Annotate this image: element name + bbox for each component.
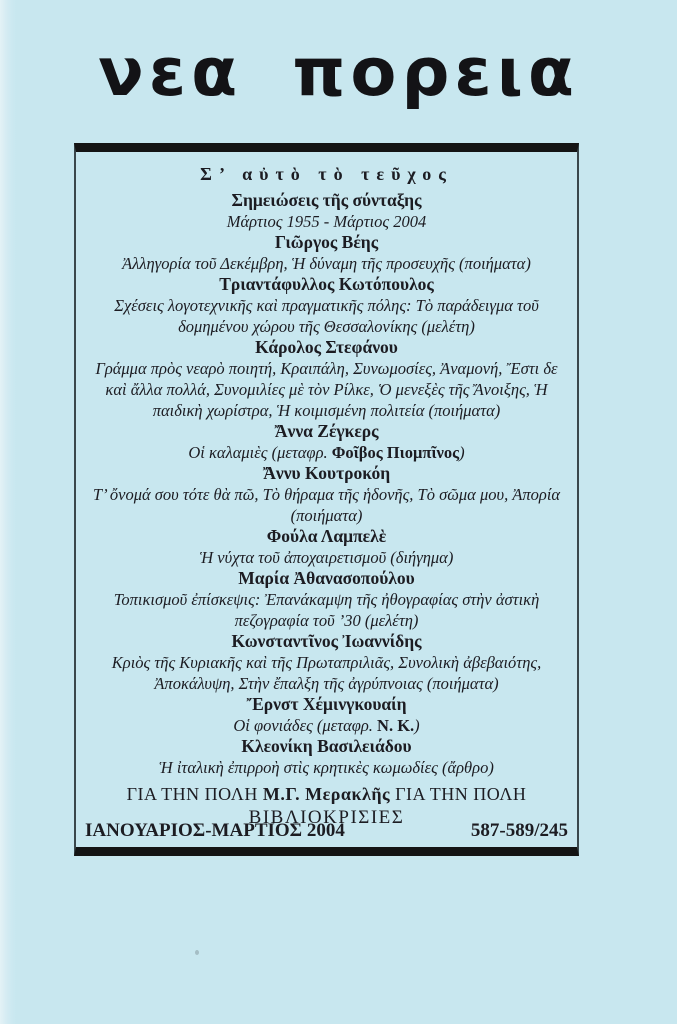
text-run: Τ’ ὄνομά σου τότε θὰ πῶ, Τὸ θήραμα τῆς ἡδονῆς, Τὸ σῶμα μου, Ἀπορία (ποιήματα) bbox=[92, 485, 561, 525]
entry-works bbox=[83, 211, 570, 232]
entry-author: Τριαντάφυλλος Κωτόπουλος bbox=[219, 274, 434, 294]
entry-author: Κωνσταντῖνος Ἰωαννίδης bbox=[231, 631, 422, 651]
entry-author: Κάρολος Στεφάνου bbox=[255, 337, 398, 357]
text-run: ) bbox=[459, 443, 465, 462]
entry-works bbox=[83, 652, 570, 694]
city-feature-line bbox=[83, 783, 570, 805]
entry-works bbox=[83, 358, 570, 421]
entry-works bbox=[83, 715, 570, 736]
entry-author: Ἄννα Ζέγκερς bbox=[274, 421, 379, 441]
text-run: Οἱ φονιάδες (μεταφρ. bbox=[233, 716, 378, 735]
entry-author: Γιῶργος Βέης bbox=[274, 232, 379, 252]
entry-works bbox=[83, 484, 570, 526]
entry-author: Ἔρνστ Χέμινγκουαίη bbox=[246, 694, 407, 714]
toc-entries bbox=[83, 190, 570, 778]
text-run: Σχέσεις λογοτεχνικῆς καὶ πραγματικῆς πόλης: Τὸ παράδειγμα τοῦ δομημένου χώρου τῆς Θεσσαλονίκης (μελέτη) bbox=[114, 296, 539, 336]
text-run: Μάρτιος 1955 - Μάρτιος 2004 bbox=[226, 212, 427, 231]
text-run: Ἀλληγορία τοῦ Δεκέμβρη, Ἡ δύναμη τῆς προσευχῆς (ποιήματα) bbox=[122, 254, 531, 273]
entry-author: Σημειώσεις τῆς σύνταξης bbox=[231, 190, 422, 210]
entry-author: Κλεονίκη Βασιλειάδου bbox=[241, 736, 412, 756]
entry-works bbox=[83, 253, 570, 274]
magazine-title: νεα πορεια bbox=[98, 33, 579, 111]
text-run: Ἡ ἰταλικὴ ἐπιρροὴ στὶς κρητικὲς κωμωδίες (ἄρθρο) bbox=[159, 758, 494, 777]
text-run: Τοπικισμοῦ ἐπίσκεψις: Ἐπανάκαμψη τῆς ἠθογραφίας στὴν ἀστικὴ πεζογραφία τοῦ ’30 (μελέτη) bbox=[113, 590, 540, 630]
text-run: ) bbox=[414, 716, 420, 735]
bold-run: Μ.Γ. Μερακλῆς bbox=[262, 784, 391, 804]
text-run: ΓΙΑ ΤΗΝ ΠΟΛΗ bbox=[126, 784, 263, 804]
text-run: Γράμμα πρὸς νεαρὸ ποιητή, Κραιπάλη, Συνωμοσίες, Ἀναμονή, Ἔστι δε καὶ ἄλλα πολλά, Συνομιλίες μὲ τὸν Ρίλκε, Ὁ μενεξὲς τῆς Ἄνοιξης, Ἡ παιδικὴ χωρίστρα, Ἡ κοιμισμένη πολιτεία (ποιήματα) bbox=[95, 359, 558, 420]
bold-run: Ν. Κ. bbox=[377, 716, 415, 735]
entry-works bbox=[83, 442, 570, 463]
entry-works bbox=[83, 295, 570, 337]
issue-period: ΙΑΝΟΥΑΡΙΟΣ-ΜΑΡΤΙΟΣ 2004 bbox=[85, 820, 345, 841]
text-run: Οἱ καλαμιὲς (μεταφρ. bbox=[188, 443, 332, 462]
bold-run: Φοῖβος Πιομπῖνος bbox=[331, 443, 460, 462]
entry-author: Μαρία Ἀθανασοπούλου bbox=[238, 568, 415, 588]
text-run: Ἡ νύχτα τοῦ ἀποχαιρετισμοῦ (διήγημα) bbox=[199, 548, 454, 567]
entry-works bbox=[83, 589, 570, 631]
paper-speck bbox=[195, 950, 199, 955]
issue-number: 587-589/245 bbox=[470, 820, 568, 841]
text-run: ΓΙΑ ΤΗΝ ΠΟΛΗ bbox=[390, 784, 527, 804]
toc-heading: Σ’ αὐτὸ τὸ τεῦχος bbox=[200, 164, 453, 184]
book-reviews-label: ΒΙΒΛΙΟΚΡΙΣΙΕΣ bbox=[248, 807, 405, 828]
entry-works bbox=[83, 757, 570, 778]
entry-author: Ἄννυ Κουτροκόη bbox=[262, 463, 391, 483]
text-run: Κριὸς τῆς Κυριακῆς καὶ τῆς Πρωταπριλιᾶς, Συνολικὴ ἀβεβαιότης, Ἀποκάλυψη, Στὴν ἔπαλξη τῆς ἀγρύπνοιας (ποιήματα) bbox=[111, 653, 542, 693]
entry-works bbox=[83, 547, 570, 568]
toc-box bbox=[74, 143, 579, 856]
issue-footer bbox=[85, 819, 568, 843]
entry-author: Φούλα Λαμπελὲ bbox=[266, 526, 387, 546]
